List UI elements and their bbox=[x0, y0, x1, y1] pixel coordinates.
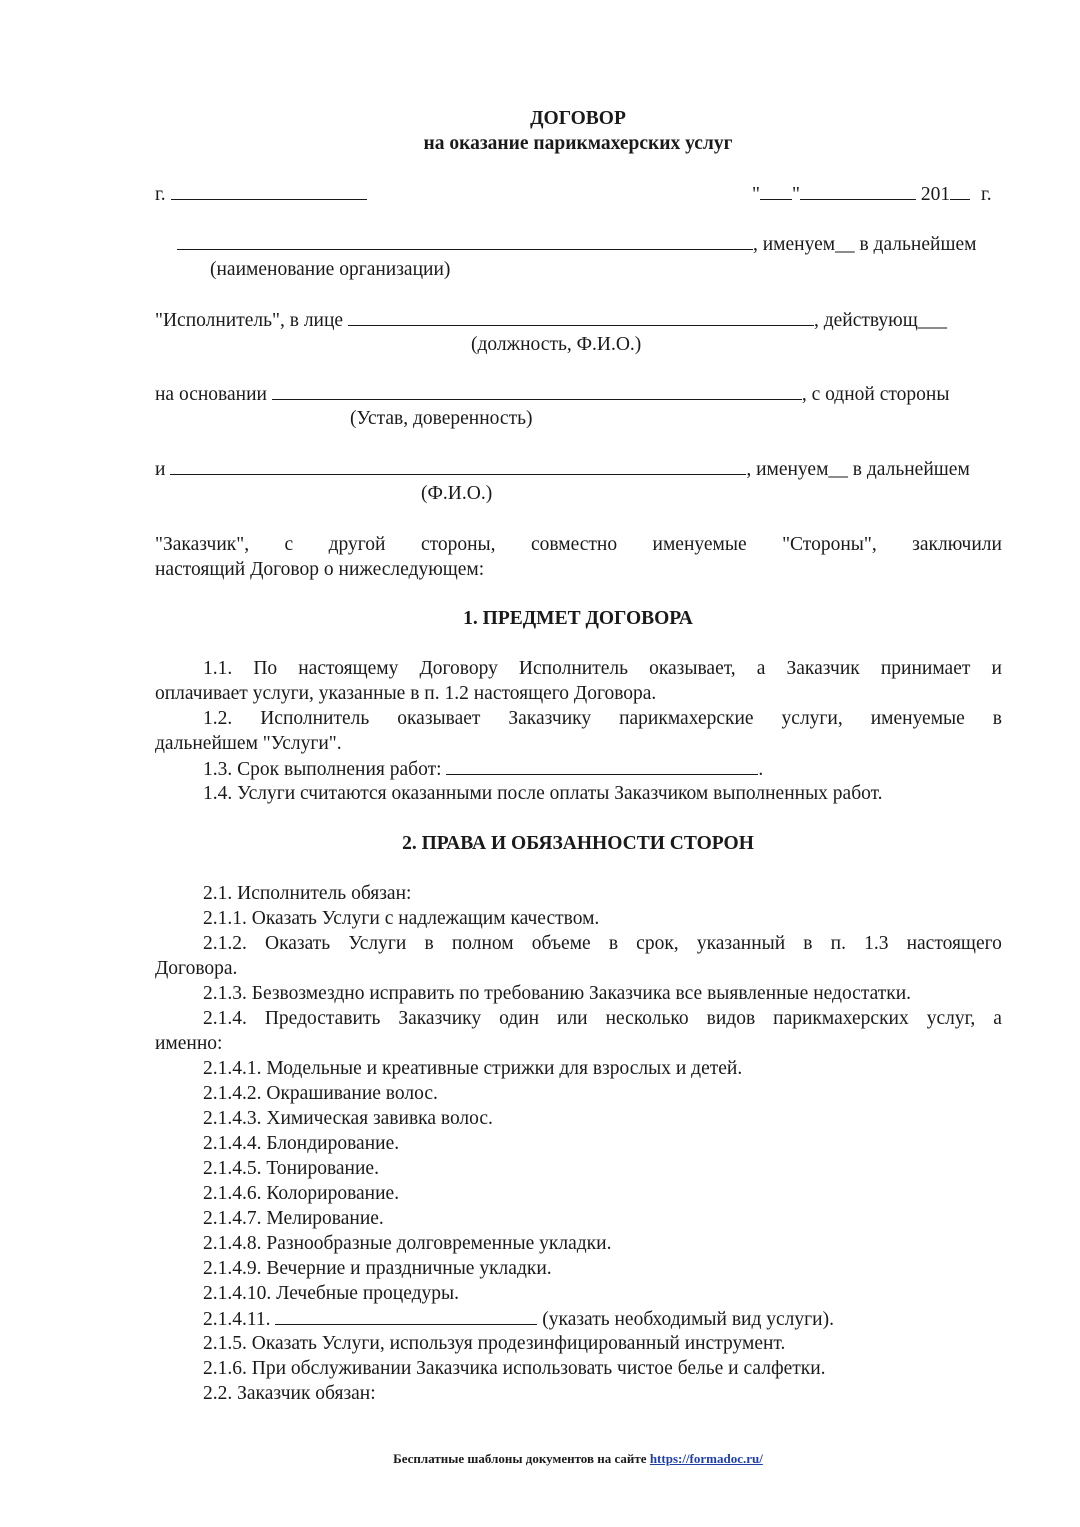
word: По bbox=[253, 658, 278, 679]
executor-blank bbox=[348, 307, 814, 326]
word: в bbox=[992, 708, 1002, 729]
year-suffix: г. bbox=[980, 184, 992, 205]
word: а bbox=[756, 658, 766, 679]
service-list-item: 2.1.4.10. Лечебные процедуры. bbox=[203, 1283, 460, 1304]
clause-2-1-5: 2.1.5. Оказать Услуги, используя продезинфицированный инструмент. bbox=[203, 1333, 786, 1354]
word: "Стороны", bbox=[782, 534, 877, 555]
client-line bbox=[155, 456, 970, 482]
date-line bbox=[752, 181, 992, 207]
word: Договору bbox=[419, 658, 498, 679]
clause-2-1-4-line-1 bbox=[203, 1006, 1002, 1031]
word: и bbox=[991, 658, 1002, 679]
footer-text: Бесплатные шаблоны документов на сайте bbox=[393, 1451, 647, 1466]
basis-suffix: , с одной стороны bbox=[801, 384, 950, 405]
basis-prefix: на основании bbox=[155, 384, 267, 405]
service-list-item: 2.1.4.5. Тонирование. bbox=[203, 1158, 379, 1179]
word: именуемые bbox=[870, 708, 965, 729]
clause-2-1-2-line-2: Договора. bbox=[155, 958, 238, 979]
clause-1-1-line-2: оплачивает услуги, указанные в п. 1.2 настоящего Договора. bbox=[155, 683, 657, 704]
word: или bbox=[557, 1008, 588, 1029]
section-2-heading: 2. ПРАВА И ОБЯЗАННОСТИ СТОРОН bbox=[402, 833, 754, 854]
executor-line bbox=[155, 307, 947, 333]
executor-prefix: "Исполнитель", в лице bbox=[155, 310, 344, 331]
word: в bbox=[608, 933, 619, 954]
word: несколько bbox=[605, 1008, 689, 1029]
footer bbox=[0, 1446, 1080, 1471]
client-caption: (Ф.И.О.) bbox=[421, 483, 493, 504]
clause-1-3-text: 1.3. Срок выполнения работ: bbox=[203, 759, 442, 780]
word: Предоставить bbox=[264, 1008, 381, 1029]
word: 2.1.4. bbox=[203, 1008, 247, 1029]
clause-2-1-2-line-1 bbox=[203, 931, 1002, 956]
clause-1-3-period: . bbox=[758, 759, 764, 780]
clause-1-2-line-2: дальнейшем "Услуги". bbox=[155, 733, 342, 754]
word: услуг, bbox=[926, 1008, 976, 1029]
document-subtitle: на оказание парикмахерских услуг bbox=[423, 133, 733, 154]
city-line bbox=[155, 181, 367, 207]
word: оказывает, bbox=[649, 658, 736, 679]
word: один bbox=[499, 1008, 540, 1029]
organization-blank-2 bbox=[591, 231, 753, 250]
clause-2-1-3: 2.1.3. Безвозмездно исправить по требованию Заказчика все выявленные недостатки. bbox=[203, 983, 912, 1004]
basis-caption: (Устав, доверенность) bbox=[350, 408, 533, 429]
clause-2-1-4-11-hint: (указать необходимый вид услуги). bbox=[542, 1309, 834, 1330]
word: с bbox=[284, 534, 294, 555]
clause-2-1-4-11 bbox=[203, 1306, 834, 1332]
executor-suffix: , действующ___ bbox=[813, 310, 948, 331]
word: совместно bbox=[530, 534, 618, 555]
organization-caption: (наименование организации) bbox=[210, 259, 451, 280]
service-list-item: 2.1.4.7. Мелирование. bbox=[203, 1208, 384, 1229]
organization-blank-1 bbox=[177, 231, 591, 250]
city-blank bbox=[171, 181, 367, 200]
organization-line bbox=[177, 231, 976, 257]
word: услуги, bbox=[781, 708, 843, 729]
clause-2-1-4-line-2: именно: bbox=[155, 1033, 223, 1054]
clause-2-1-4-11-number: 2.1.4.11. bbox=[203, 1309, 271, 1330]
word: указанный bbox=[696, 933, 786, 954]
word: видов bbox=[706, 1008, 756, 1029]
section-1-heading: 1. ПРЕДМЕТ ДОГОВОРА bbox=[463, 608, 693, 629]
word: настоящему bbox=[298, 658, 399, 679]
basis-blank bbox=[272, 381, 802, 400]
word: Исполнитель bbox=[518, 658, 628, 679]
date-quote-close: " bbox=[791, 184, 800, 205]
word: парикмахерских bbox=[773, 1008, 909, 1029]
service-list-item: 2.1.4.3. Химическая завивка волос. bbox=[203, 1108, 493, 1129]
service-list-item: 2.1.4.2. Окрашивание волос. bbox=[203, 1083, 438, 1104]
word: срок, bbox=[636, 933, 679, 954]
word: Исполнитель bbox=[260, 708, 370, 729]
clause-1-4: 1.4. Услуги считаются оказанными после оплаты Заказчиком выполненных работ. bbox=[203, 783, 883, 804]
footer-link[interactable]: https://formadoc.ru/ bbox=[649, 1451, 763, 1466]
preamble-line-2: настоящий Договор о нижеследующем: bbox=[155, 559, 485, 580]
word: принимает bbox=[880, 658, 971, 679]
executor-caption: (должность, Ф.И.О.) bbox=[471, 334, 642, 355]
service-list-item: 2.1.4.9. Вечерние и праздничные укладки. bbox=[203, 1258, 552, 1279]
word: "Заказчик", bbox=[155, 534, 250, 555]
date-quote-open: " bbox=[752, 184, 760, 205]
clause-2-1-6: 2.1.6. При обслуживании Заказчика использовать чистое белье и салфетки. bbox=[203, 1358, 826, 1379]
clause-1-2-line-1 bbox=[203, 706, 1002, 731]
service-list-item: 2.1.4.6. Колорирование. bbox=[203, 1183, 400, 1204]
client-blank bbox=[170, 456, 746, 475]
word: Заказчику bbox=[508, 708, 592, 729]
word: Заказчик bbox=[786, 658, 860, 679]
word: объеме bbox=[531, 933, 591, 954]
word: п. bbox=[830, 933, 846, 954]
word: 2.1.2. bbox=[203, 933, 247, 954]
document-title: ДОГОВОР bbox=[530, 108, 626, 129]
word: полном bbox=[451, 933, 514, 954]
organization-suffix: , именуем__ в дальнейшем bbox=[753, 234, 977, 255]
word: Услуги bbox=[348, 933, 407, 954]
city-prefix: г. bbox=[155, 184, 166, 205]
service-list-item: 2.1.4.1. Модельные и креативные стрижки для взрослых и детей. bbox=[203, 1058, 743, 1079]
word: настоящего bbox=[906, 933, 1002, 954]
year-prefix: 201 bbox=[920, 184, 951, 205]
word: 1.1. bbox=[203, 658, 233, 679]
service-list-item: 2.1.4.8. Разнообразные долговременные укладки. bbox=[203, 1233, 612, 1254]
word: 1.3 bbox=[864, 933, 889, 954]
word: Оказать bbox=[265, 933, 331, 954]
service-type-blank bbox=[275, 1306, 537, 1325]
year-blank bbox=[950, 181, 970, 200]
client-prefix: и bbox=[155, 459, 166, 480]
word: заключили bbox=[912, 534, 1002, 555]
clause-2-1: 2.1. Исполнитель обязан: bbox=[203, 883, 412, 904]
word: а bbox=[993, 1008, 1002, 1029]
month-blank bbox=[800, 181, 916, 200]
word: парикмахерские bbox=[619, 708, 754, 729]
clause-1-1-line-1 bbox=[203, 656, 1002, 681]
word: 1.2. bbox=[203, 708, 233, 729]
word: стороны, bbox=[420, 534, 496, 555]
service-list-item: 2.1.4.4. Блондирование. bbox=[203, 1133, 400, 1154]
word: Заказчику bbox=[398, 1008, 482, 1029]
term-blank bbox=[446, 756, 758, 775]
day-blank bbox=[760, 181, 792, 200]
clause-2-2: 2.2. Заказчик обязан: bbox=[203, 1383, 376, 1404]
clause-2-1-1: 2.1.1. Оказать Услуги с надлежащим качеством. bbox=[203, 908, 600, 929]
word: в bbox=[803, 933, 813, 954]
word: оказывает bbox=[397, 708, 481, 729]
basis-line bbox=[155, 381, 949, 407]
client-suffix: , именуем__ в дальнейшем bbox=[746, 459, 970, 480]
clause-1-3 bbox=[203, 756, 763, 782]
word: другой bbox=[328, 534, 386, 555]
preamble-line-1 bbox=[155, 532, 1002, 557]
word: в bbox=[424, 933, 434, 954]
word: именуемые bbox=[652, 534, 747, 555]
